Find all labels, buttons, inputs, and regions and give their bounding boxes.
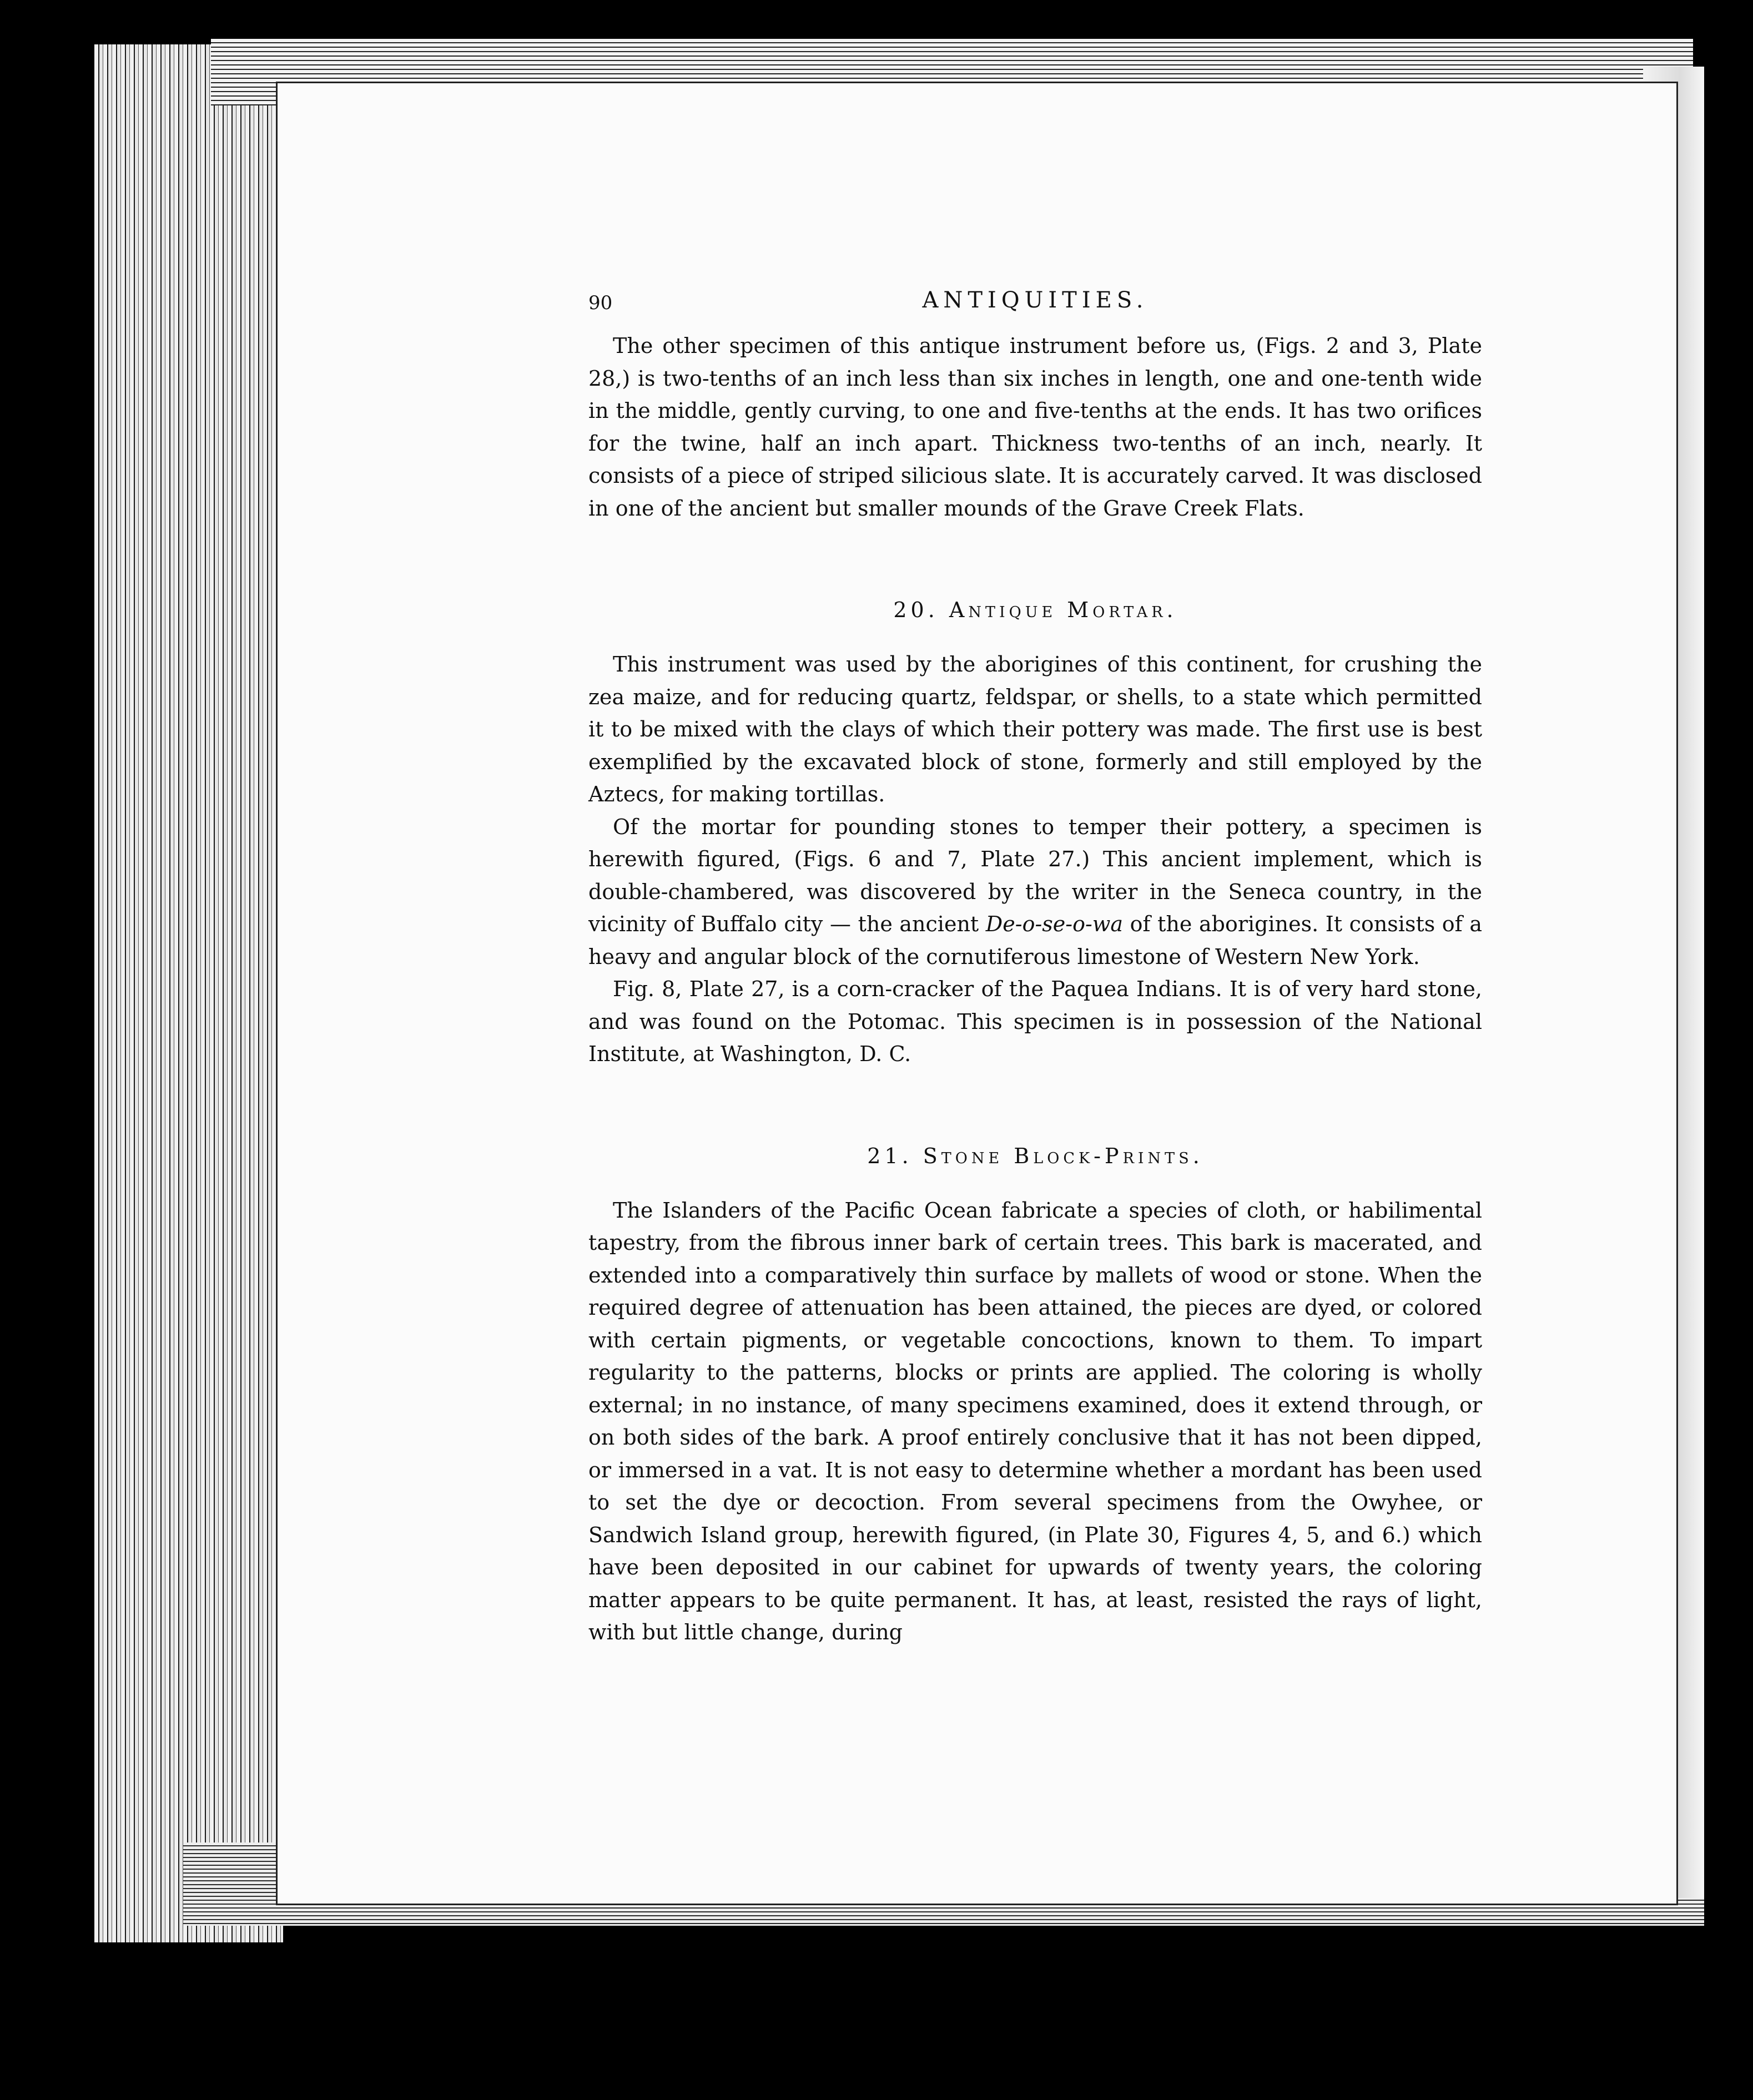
section-20-paragraph-3: Fig. 8, Plate 27, is a corn-cracker of the Paquea Indians. It is of very hard stone, and was found on the Potomac. This specimen is in possession of the National Institute, at Washington, D. C.	[588, 977, 1482, 1066]
section-20-paragraph-2-start: Of the mortar for pounding stones to temper their pottery, a specimen is herewith figured, (Figs. 6 and 7, Plate 27.) This ancient implement, which is double-chambered, was discovered by the writer in the Seneca country, in the vicinity of Buffalo city — the ancient	[588, 814, 1482, 936]
section-21-title: Stone Block-Prints.	[923, 1143, 1203, 1168]
section-20-heading	[588, 594, 1482, 626]
page-number: 90	[588, 292, 613, 314]
section-20-title: Antique Mortar.	[949, 598, 1177, 622]
running-head-title: ANTIQUITIES.	[922, 287, 1148, 313]
page-text	[588, 287, 1482, 1649]
intro-paragraph: The other specimen of this antique instrument before us, (Figs. 2 and 3, Plate 28,) is two-tenths of an inch less than six inches in length, one and one-tenth wide in the middle, gently curving, to one and five-tenths at the ends. It has two orifices for the twine, half an inch apart. Thickness two-tenths of an inch, nearly. It consists of a piece of striped silicious slate. It is accurately carved. It was disclosed in one of the ancient but smaller mounds of the Grave Creek Flats.	[588, 334, 1482, 521]
page-edges-left	[94, 44, 283, 1942]
section-20-paragraph-2-italic: De-o-se-o-wa	[985, 912, 1124, 936]
section-21-heading	[588, 1140, 1482, 1172]
section-21-paragraph-1: The Islanders of the Pacific Ocean fabricate a species of cloth, or habilimental tapestry, from the fibrous inner bark of certain trees. This bark is macerated, and extended into a comparatively thin surface by mallets of wood or stone. When the required degree of attenuation has been attained, the pieces are dyed, or colored with certain pigments, or vegetable concoctions, known to them. To impart regularity to the patterns, blocks or prints are applied. The coloring is wholly external; in no instance, of many specimens examined, does it extend through, or on both sides of the bark. A proof entirely conclusive that it has not been dipped, or immersed in a vat. It is not easy to determine whether a mordant has been used to set the dye or decoction. From several specimens from the Owyhee, or Sandwich Island group, herewith figured, (in Plate 30, Figures 4, 5, and 6.) which have been deposited in our cabinet for upwards of twenty years, the coloring matter appears to be quite permanent. It has, at least, resisted the rays of light, with but little change, during	[588, 1198, 1482, 1644]
section-21-number: 21.	[867, 1143, 913, 1168]
section-20-paragraph-2-end: of the aborigines. It consists of a heavy and angular block of the cornutiferous limestone of Western New York.	[588, 912, 1482, 969]
section-20-number: 20.	[893, 598, 939, 622]
running-head	[588, 287, 1482, 326]
section-20-paragraph-1: This instrument was used by the aborigines of this continent, for crushing the zea maize, and for reducing quartz, feldspar, or shells, to a state which permitted it to be mixed with the clays of which their pottery was made. The first use is best exemplified by the excavated block of stone, formerly and still employed by the Aztecs, for making tortillas.	[588, 652, 1482, 806]
section-20-paragraph-2	[588, 811, 1482, 973]
